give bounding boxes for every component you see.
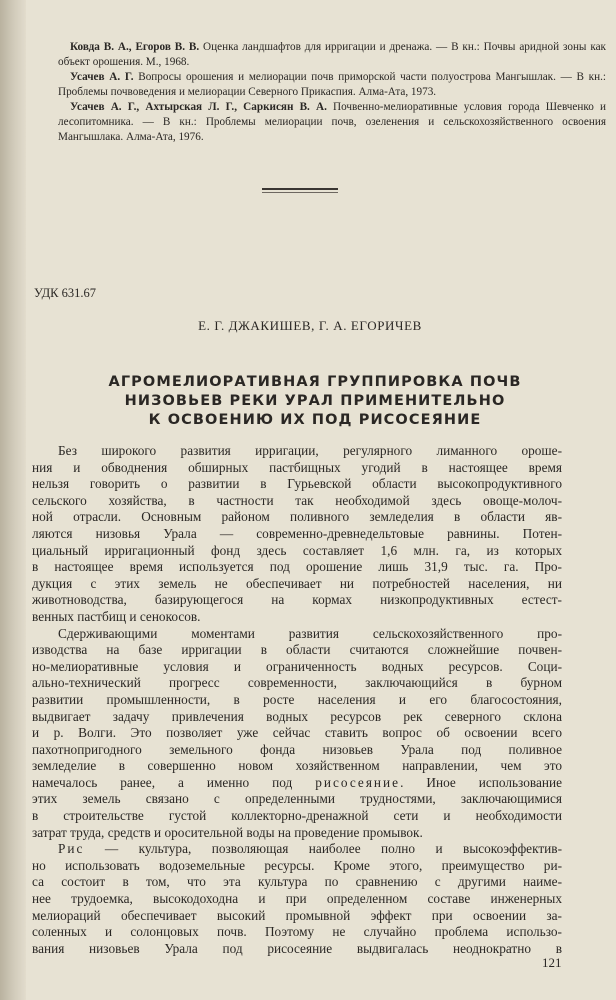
text-line: пахотнопригодного земельного фонда низовьев Урала под поливное	[32, 741, 562, 757]
text-line: Рис — культура, позволяющая наиболее полно и высокоэффектив-	[58, 841, 562, 857]
text-line: выдвигает задачу привлечения водных ресурсов рек северного склона	[32, 708, 562, 724]
section-divider	[262, 188, 338, 190]
paragraph-3	[32, 841, 562, 957]
text-line: мелиораций обеспечивает высокий промывной эффект при освоении за-	[32, 907, 562, 923]
text-line: са состоит в том, что эта культура по сравнению с другими наиме-	[32, 874, 562, 890]
text-line: соленных и солонцовых почв. Поэтому не случайно проблема использо-	[32, 924, 562, 940]
text-line: но-мелиоративные условия и ограниченность водных ресурсов. Соци-	[32, 658, 562, 674]
references-list	[58, 40, 606, 145]
title-line: К ОСВОЕНИЮ ИХ ПОД РИСОСЕЯНИЕ	[148, 412, 482, 428]
text-line: но использовать водоземельные ресурсы. Кроме этого, преимущество ри-	[32, 857, 562, 873]
text-line: вания низовьев Урала под рисосеяние выдвигалась неоднократно в	[32, 940, 562, 956]
text-line: развитии промышленности, в росте населения и его благосостояния,	[32, 691, 562, 707]
text-line: животноводства, базирующегося на кормах низкопродуктивных естест-	[32, 592, 562, 608]
text-line: ляются низовья Урала — современно-древнедельтовые равнины. Потен-	[32, 525, 562, 541]
text-line: намечалось ранее, а именно под рисосеяние. Иное использование	[32, 774, 562, 790]
article-title	[40, 373, 590, 430]
spaced-emphasis: рисосеяние	[315, 774, 401, 790]
text-line: затрат труда, средств и оросительной воды на проведение промывок.	[32, 824, 423, 840]
paragraph-1	[32, 443, 562, 626]
text-line: земледелие в совершенно новом хозяйственном направлении, чем это	[32, 758, 562, 774]
spaced-emphasis: Рис	[58, 841, 85, 857]
udk-code: УДК 631.67	[34, 286, 96, 300]
text-line: Сдерживающими моментами развития сельскохозяйственного про-	[58, 625, 562, 641]
text-line: в строительстве густой коллекторно-дренажной сети и необходимости	[32, 808, 562, 824]
reference-item: Усачев А. Г., Ахтырская Л. Г., Саркисян В. А. Почвенно-мелиоративные условия города Шевченко и лесопитомника. — В кн.: Проблемы мелиорации почв, озеленения и сельскохозяйственного освоения Мангышлака. Алма-Ата, 1976.	[58, 101, 606, 143]
book-gutter-shadow	[0, 0, 26, 1000]
title-line: АГРОМЕЛИОРАТИВНАЯ ГРУППИРОВКА ПОЧВ	[108, 374, 522, 390]
article-authors: Е. Г. ДЖАКИШЕВ, Г. А. ЕГОРИЧЕВ	[198, 318, 422, 333]
text-line: этих земель связано с определенными трудностями, заключающимися	[32, 791, 562, 807]
text-line: в настоящее время используется под орошение лишь 31,9 тыс. га. Про-	[32, 559, 562, 575]
text-line: венных пастбищ и сенокосов.	[32, 608, 201, 624]
reference-item: Усачев А. Г. Вопросы орошения и мелиорации почв приморской части полуострова Мангышлак. — В кн.: Проблемы почвоведения и мелиорации Северного Прикаспия. Алма-Ата, 1973.	[58, 71, 607, 98]
text-line: дукция с этих земель не обеспечивает ни потребностей населения, ни	[32, 575, 562, 591]
text-line: Без широкого развития ирригации, регулярного лиманного ороше-	[58, 443, 562, 458]
text-line: нельзя говорить о развитии в Гурьевской области высокопродуктивного	[32, 476, 562, 492]
text-line: ния и обводнения обширных пастбищных угодий в настоящее время	[32, 459, 562, 475]
paragraph-2	[32, 626, 562, 842]
text-line: сельского хозяйства, в частности так необходимой здесь овоще-молоч-	[32, 492, 562, 508]
text-line: ной отрасли. Основным районом поливного земледелия в области яв-	[32, 509, 562, 525]
text-line: нее трудоемка, высокодоходна и при определенном составе инженерных	[32, 891, 562, 907]
title-line: НИЗОВЬЕВ РЕКИ УРАЛ ПРИМЕНИТЕЛЬНО	[124, 393, 506, 409]
page	[30, 0, 607, 1000]
text-line: изводства на базе ирригации в области считаются сложнейшие почвен-	[32, 642, 562, 658]
text-line: и р. Волги. Это позволяет уже сейчас ставить вопрос об освоении всего	[32, 725, 562, 741]
article-body	[32, 443, 562, 957]
page-number: 121	[542, 955, 562, 970]
text-line: циальный ирригационный фонд здесь составляет 1,6 млн. га, из которых	[32, 542, 562, 558]
reference-item: Ковда В. А., Егоров В. В. Оценка ландшафтов для ирригации и дренажа. — В кн.: Почвы аридной зоны как объект орошения. М., 1968.	[58, 41, 606, 68]
text-line: ально-технический прогресс современности, заключающийся в бурном	[32, 675, 562, 691]
